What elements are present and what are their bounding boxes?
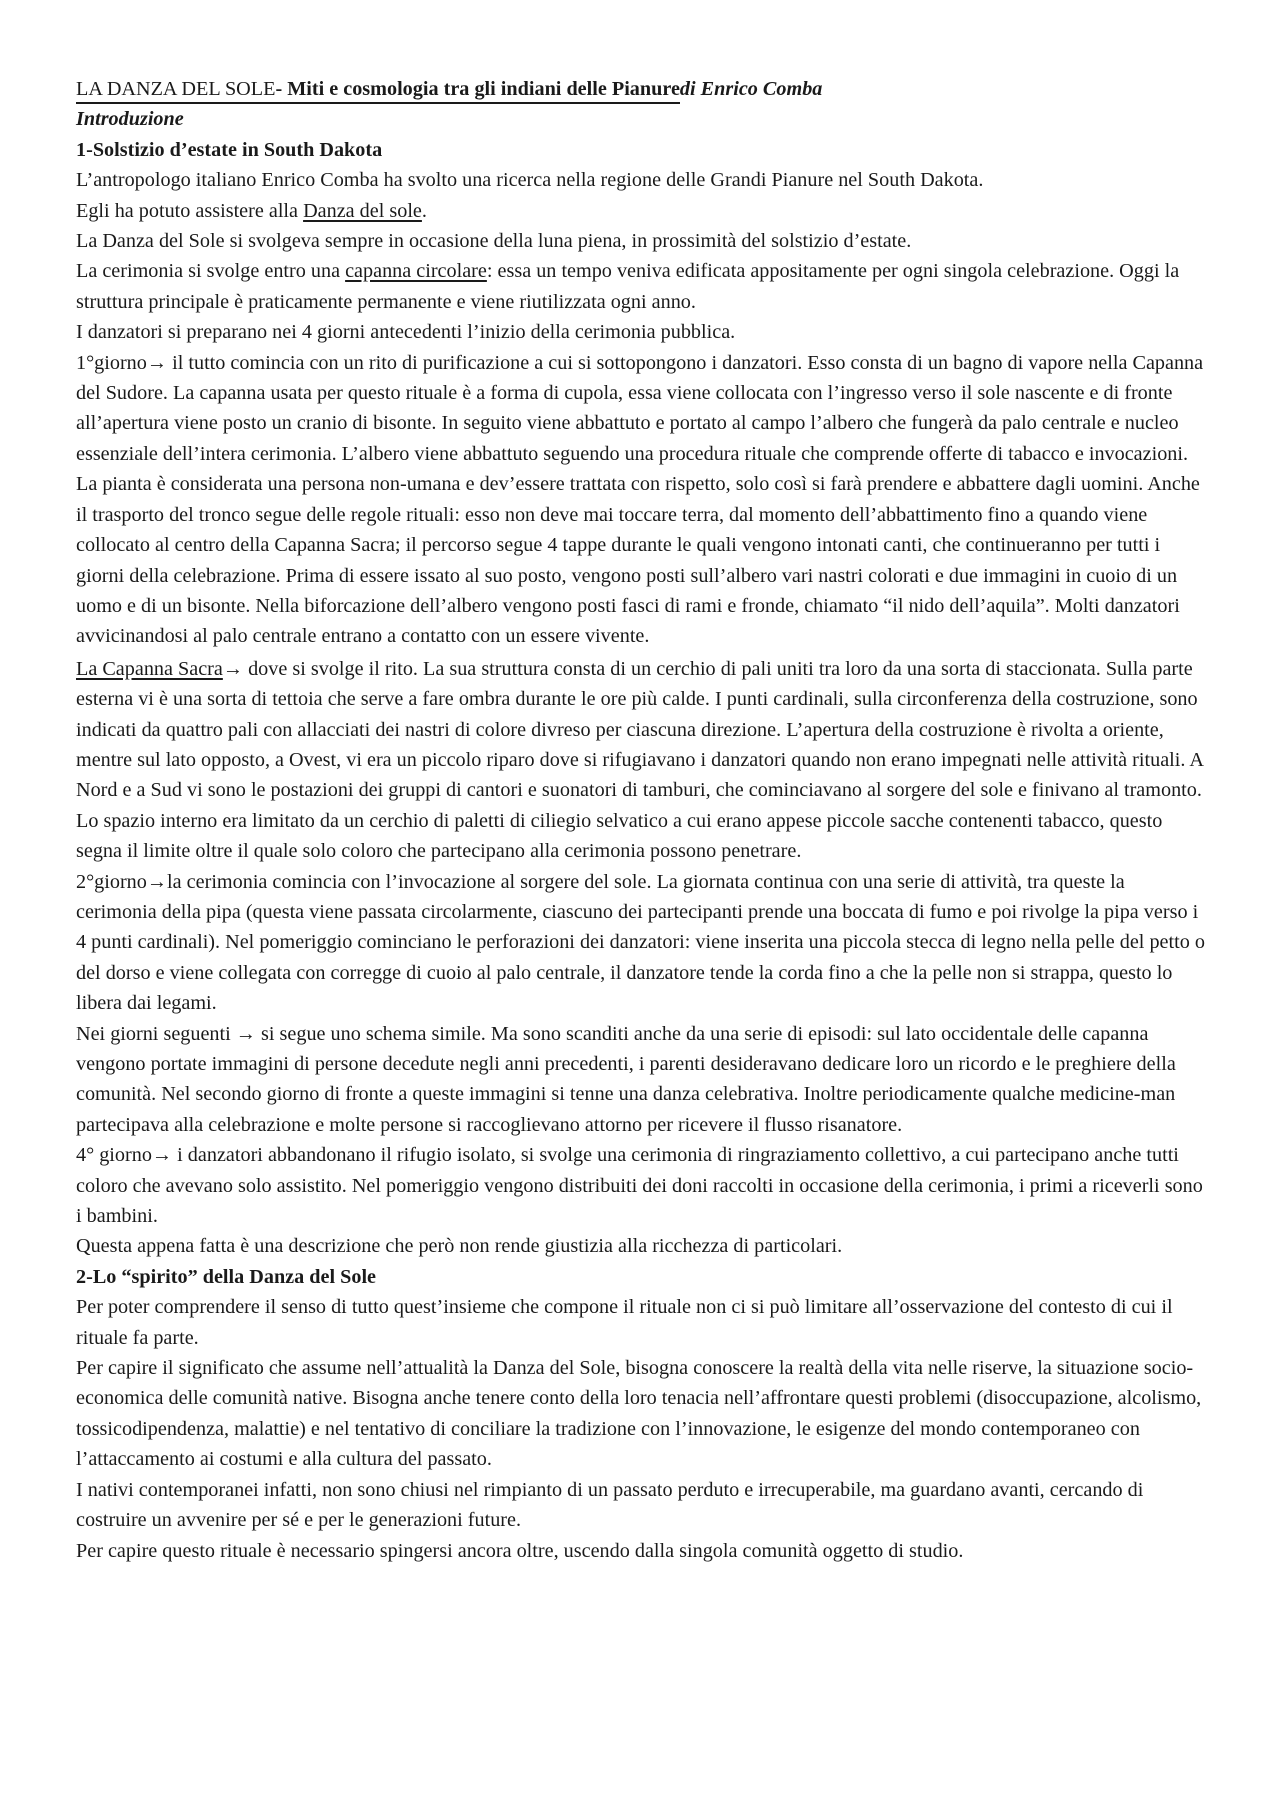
section1-heading: 1-Solstizio d’estate in South Dakota — [76, 138, 383, 161]
text-span: Egli ha potuto assistere alla — [76, 199, 304, 222]
section2-heading: 2-Lo “spirito” della Danza del Sole — [76, 1265, 377, 1288]
intro-heading: Introduzione — [76, 108, 184, 131]
section1-paragraph-2 — [76, 196, 1206, 226]
title-main-part1: LA DANZA DEL SOLE — [76, 78, 276, 100]
section1-paragraph-4 — [76, 256, 1206, 317]
day4-paragraph: 4° giorno→ i danzatori abbandonano il rifugio isolato, si svolge una cerimonia di ringraziamento collettivo, a cui partecipano anche tutti coloro che avevano solo assistito. Nel pomeriggio vengono distribuiti dei doni raccolti in occasione della cerimonia, i primi a riceverli sono i bambini. — [76, 1144, 1203, 1228]
section2-paragraph-2: Per capire il significato che assume nell’attualità la Danza del Sole, bisogna conoscere la realtà della vita nelle riserve, la situazione socio-economica delle comunità native. Bisogna anche tenere conto della loro tenacia nell’affrontare questi problemi (disoccupazione, alcolismo, tossicodipendenza, malattie) e nel tentativo di conciliare la tradizione con l’innovazione, le esigenze del mondo contemporaneo con l’attaccamento ai costumi e alla cultura del passato. — [76, 1357, 1202, 1471]
section1-paragraph-5: I danzatori si preparano nei 4 giorni antecedenti l’inizio della cerimonia pubblica. — [76, 321, 736, 344]
text-span: → dove si svolge il rito. La sua struttura consta di un cerchio di pali uniti tra loro da una sorta di staccionata. Sulla parte esterna vi è una sorta di tettoia che serve a fare ombra durante le ore più calde. I punti cardinali, sulla circonferenza della costruzione, sono indicati da quattro pali con allacciati dei nastri di colore divreso per ciascuna direzione. L’apertura della costruzione è rivolta a oriente, mentre sul lato opposto, a Ovest, vi era un piccolo riparo dove si rifugiavano i danzatori quando non erano impegnati nelle attività rituali. A Nord e a Sud vi sono le postazioni dei gruppi di cantori e suonatori di tamburi, che cominciavano al sorgere del sole e finivano al tramonto. Lo spazio interno era limitato da un cerchio di paletti di ciliegio selvatico a cui erano appese piccole sacche contenenti tabacco, questo segna il limite oltre il quale solo coloro che partecipano alla cerimonia possono penetrare. — [76, 657, 1203, 863]
danza-del-sole-underlined: Danza del sole — [303, 199, 422, 222]
day1-paragraph: 1°giorno→ il tutto comincia con un rito di purificazione a cui si sottopongono i danzatori. Esso consta di un bagno di vapore nella Capanna del Sudore. La capanna usata per questo rituale è a forma di cupola, essa viene collocata con l’ingresso verso il sole nascente e di fronte all’apertura viene posto un cranio di bisonte. In seguito viene abbattuto e portato al campo l’albero che fungerà da palo centrale e nucleo essenziale dell’intera cerimonia. L’albero viene abbattuto seguendo una procedura rituale che comprende offerte di tabacco e invocazioni. La pianta è considerata una persona non-umana e dev’essere trattata con rispetto, solo così si farà prendere e abbattere dagli uomini. Anche il trasporto del tronco segue delle regole rituali: esso non deve mai toccare terra, dal momento dell’abbattimento fino a quando viene collocato al centro della Capanna Sacra; il percorso segue 4 tappe durante le quali vengono intonati canti, che continueranno per tutti i giorni della celebrazione. Prima di essere issato al suo posto, vengono posti sull’albero vari nastri colorati e due immagini in cuoio di un uomo e di un bisonte. Nella biforcazione dell’albero vengono posti fasci di rami e fronde, chiamato “il nido dell’aquila”. Molti danzatori avvicinandosi al palo centrale entrano a contatto con un essere vivente. — [76, 351, 1204, 648]
text-span: : essa un tempo veniva edificata appositamente per ogni singola celebrazione. Oggi la struttura principale è praticamente permanente e viene riutilizzata ogni anno. — [76, 260, 1180, 313]
text-span: . — [421, 199, 427, 222]
title-main-part2: - Miti e cosmologia tra gli indiani delle Pianure — [275, 78, 680, 100]
text-span: La cerimonia si svolge entro una — [76, 260, 346, 283]
document-title — [76, 74, 1206, 104]
capanna-circolare-underlined: capanna circolare — [345, 260, 487, 283]
day2-paragraph: 2°giorno→la cerimonia comincia con l’invocazione al sorgere del sole. La giornata continua con una serie di attività, tra queste la cerimonia della pipa (questa viene passata circolarmente, ciascuno dei partecipanti prende una boccata di fumo e poi rivolge la pipa verso i 4 punti cardinali). Nel pomeriggio cominciano le perforazioni dei danzatori: viene inserita una piccola stecca di legno nella pelle del petto o del dorso e viene collegata con corregge di cuoio al palo centrale, il danzatore tende la corda fino a che la pelle non si strappa, questo lo libera dai legami. — [76, 870, 1205, 1015]
section2-paragraph-1: Per poter comprendere il senso di tutto quest’insieme che compone il rituale non ci si può limitare all’osservazione del contesto di cui il rituale fa parte. — [76, 1296, 1173, 1349]
title-underlined — [76, 76, 680, 104]
following-days-paragraph: Nei giorni seguenti → si segue uno schema simile. Ma sono scanditi anche da una serie di episodi: sul lato occidentale delle capanna vengono portate immagini di persone decedute negli anni precedenti, i parenti desideravano dedicare loro un ricordo e le preghiere della comunità. Nel secondo giorno di fronte a queste immagini si tenne una danza celebrativa. Inoltre periodicamente qualche medicine-man partecipava alla celebrazione e molte persone si raccoglievano attorno per ricevere il flusso risanatore. — [76, 1022, 1176, 1136]
capanna-sacra-underlined: La Capanna Sacra — [76, 657, 223, 680]
title-author: di Enrico Comba — [679, 78, 823, 100]
section1-paragraph-1: L’antropologo italiano Enrico Comba ha svolto una ricerca nella regione delle Grandi Pianure nel South Dakota. — [76, 169, 984, 192]
section2-paragraph-3: I nativi contemporanei infatti, non sono chiusi nel rimpianto di un passato perduto e irrecuperabile, ma guardano avanti, cercando di costruire un avvenire per sé e per le generazioni future. — [76, 1478, 1144, 1532]
closing-remark-paragraph: Questa appena fatta è una descrizione che però non rende giustizia alla ricchezza di particolari. — [76, 1235, 843, 1258]
section2-paragraph-4: Per capire questo rituale è necessario spingersi ancora oltre, uscendo dalla singola comunità oggetto di studio. — [76, 1539, 964, 1562]
capanna-sacra-paragraph — [76, 654, 1206, 867]
section1-paragraph-3: La Danza del Sole si svolgeva sempre in occasione della luna piena, in prossimità del solstizio d’estate. — [76, 230, 912, 253]
document-page — [76, 74, 1206, 1566]
